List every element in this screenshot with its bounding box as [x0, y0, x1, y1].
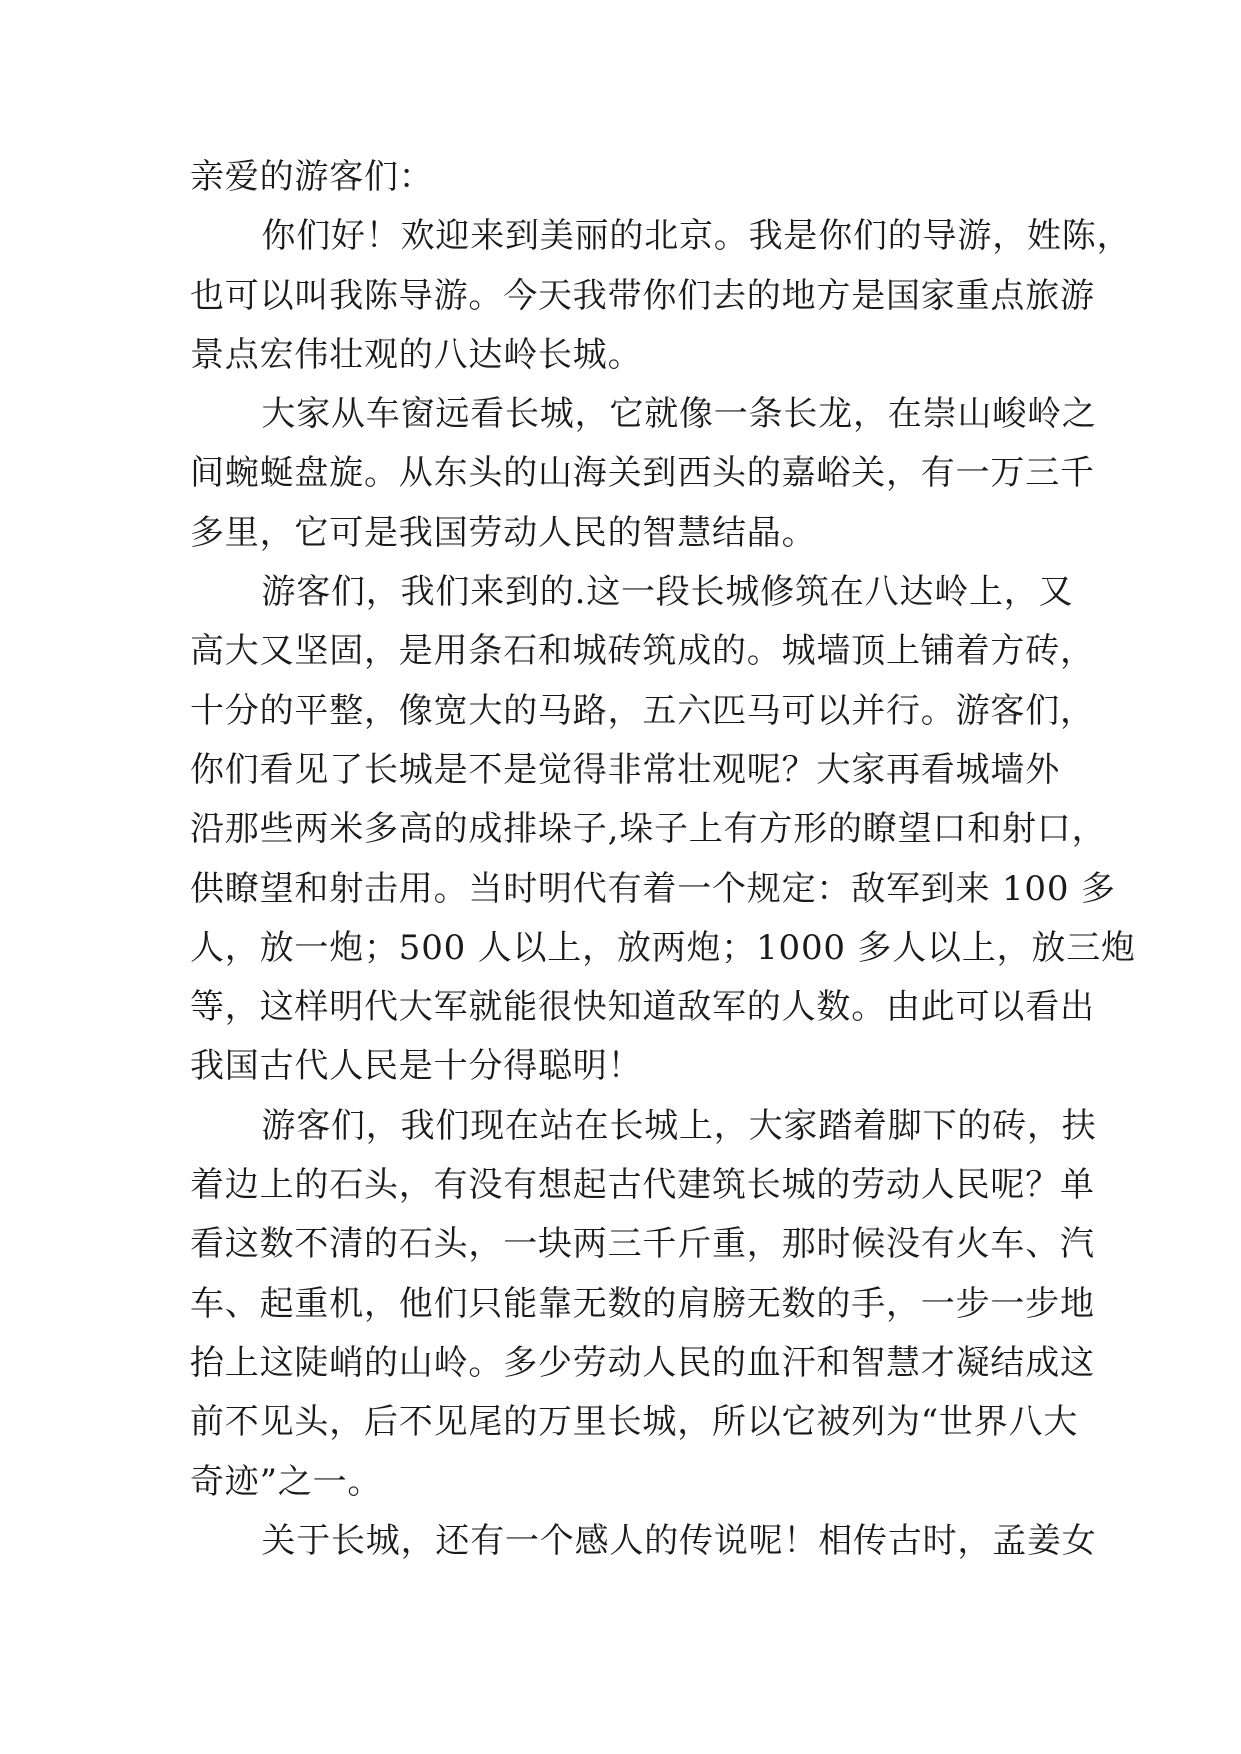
- text-line: 关于长城，还有一个感人的传说呢！相传古时，孟姜女: [261, 1520, 1097, 1561]
- text-line: 等，这样明代大军就能很快知道敌军的人数。由此可以看出: [190, 987, 1095, 1028]
- text-line: 大家从车窗远看长城，它就像一条长龙，在崇山峻岭之: [261, 394, 1097, 435]
- text-line: 看这数不清的石头，一块两三千斤重，那时候没有火车、汽: [190, 1224, 1095, 1265]
- text-line: 也可以叫我陈导游。今天我带你们去的地方是国家重点旅游: [190, 275, 1095, 316]
- paragraph-badaling-section: [190, 563, 1136, 1097]
- document-body: [190, 148, 1136, 1571]
- text-line: 沿那些两米多高的成排垛子,垛子上有方形的瞭望口和射口，: [190, 809, 1107, 850]
- text-line: 你们看见了长城是不是觉得非常壮观呢？大家再看城墙外: [190, 749, 1060, 790]
- text-line: 人，放一炮；500 人以上，放两炮；1000 多人以上，放三炮: [190, 927, 1136, 968]
- text-line: 多里，它可是我国劳动人民的智慧结晶。: [190, 512, 817, 553]
- paragraph-greeting: [190, 207, 1132, 385]
- paragraph-overview: [190, 385, 1097, 563]
- text-line: 你们好！欢迎来到美丽的北京。我是你们的导游，姓陈，: [261, 216, 1132, 257]
- text-line: 游客们，我们来到的.这一段长城修筑在八达岭上，又: [261, 572, 1074, 613]
- text-line: 景点宏伟壮观的八达岭长城。: [190, 334, 643, 375]
- text-line: 间蜿蜒盘旋。从东头的山海关到西头的嘉峪关，有一万三千: [190, 453, 1095, 494]
- text-line: 着边上的石头，有没有想起古代建筑长城的劳动人民呢？单: [190, 1165, 1095, 1206]
- text-line: 车、起重机，他们只能靠无数的肩膀无数的手，一步一步地: [190, 1283, 1095, 1324]
- text-line: 高大又坚固，是用条石和城砖筑成的。城墙顶上铺着方砖，: [190, 631, 1095, 672]
- text-line: 游客们，我们现在站在长城上，大家踏着脚下的砖，扶: [261, 1105, 1097, 1146]
- paragraph-builders: [190, 1097, 1097, 1512]
- salutation: 亲爱的游客们：: [190, 157, 434, 197]
- text-line: 抬上这陡峭的山岭。多少劳动人民的血汗和智慧才凝结成这: [190, 1342, 1095, 1383]
- text-line: 供瞭望和射击用。当时明代有着一个规定：敌军到来 100 多: [190, 868, 1116, 909]
- paragraph-legend: [190, 1512, 1097, 1571]
- text-line: 奇迹”之一。: [190, 1461, 383, 1502]
- text-line: 我国古代人民是十分得聪明！: [190, 1046, 643, 1087]
- text-line: 十分的平整，像宽大的马路，五六匹马可以并行。游客们，: [190, 690, 1095, 731]
- text-line: 前不见头，后不见尾的万里长城，所以它被列为“世界八大: [190, 1402, 1079, 1443]
